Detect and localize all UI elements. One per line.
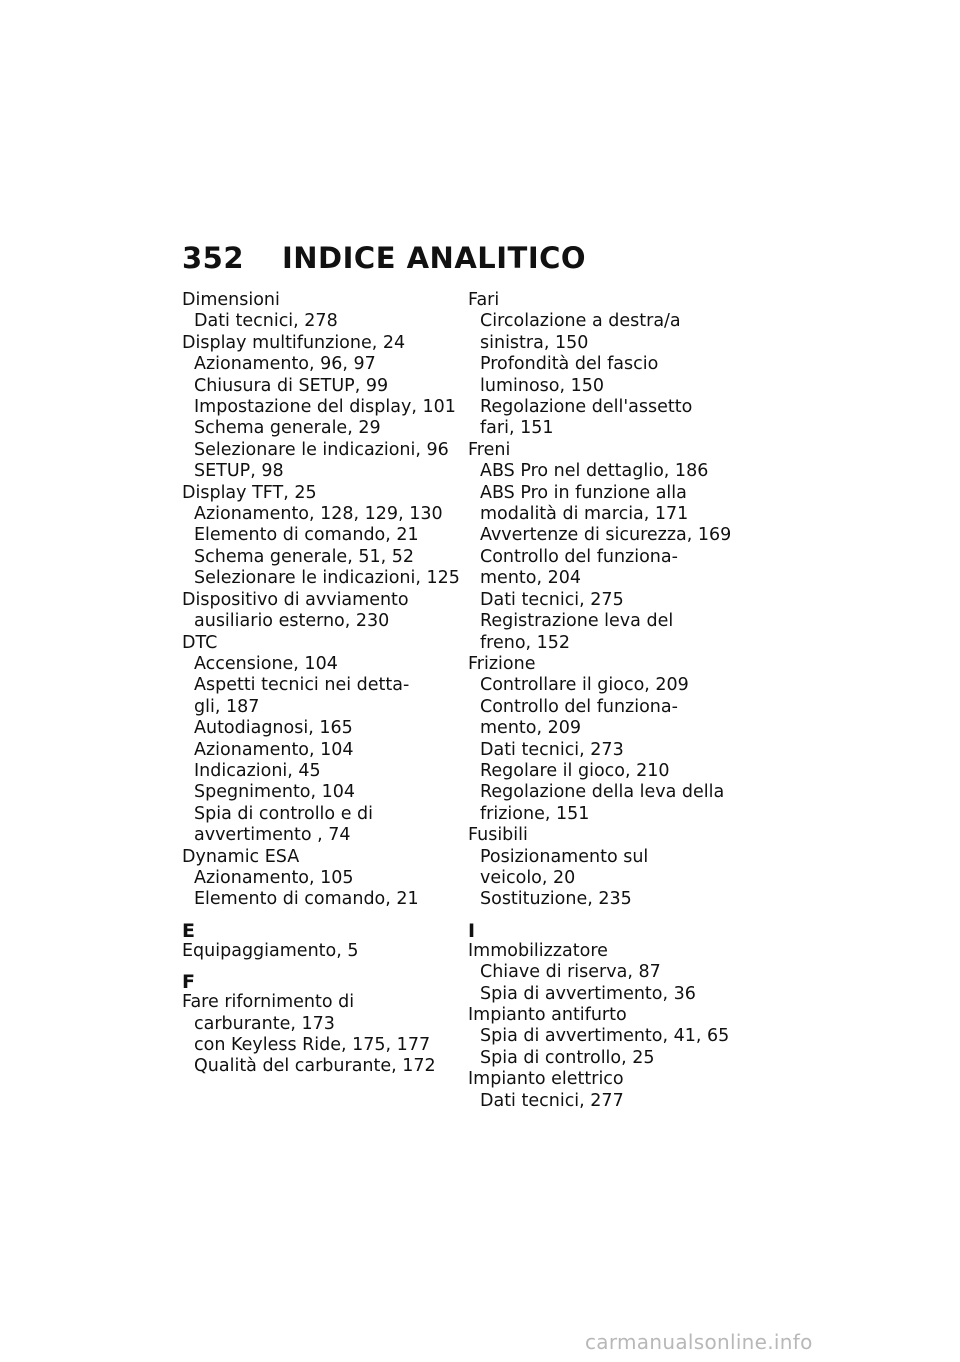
index-subentry: Regolazione della leva della: [480, 782, 725, 803]
index-entry: Freni: [468, 439, 511, 460]
index-subentry: SETUP, 98: [194, 461, 284, 482]
index-entry-continuation: carburante, 173: [194, 1013, 335, 1034]
index-subentry: Azionamento, 128, 129, 130: [194, 504, 443, 525]
section-letter: F: [182, 971, 195, 994]
index-subentry: Dati tecnici, 278: [194, 311, 338, 332]
index-subentry: ABS Pro nel dettaglio, 186: [480, 461, 709, 482]
index-subentry: fari, 151: [480, 418, 554, 439]
index-subentry: Avvertenze di sicurezza, 169: [480, 525, 732, 546]
index-subentry: Indicazioni, 45: [194, 760, 321, 781]
index-subentry: Spia di controllo, 25: [480, 1047, 655, 1068]
index-subentry: freno, 152: [480, 632, 571, 653]
index-subentry: Sostituzione, 235: [480, 889, 632, 910]
section-letter: E: [182, 919, 195, 942]
index-subentry: Registrazione leva del: [480, 611, 674, 632]
index-entry: Equipaggiamento, 5: [182, 940, 359, 961]
index-subentry: ABS Pro in funzione alla: [480, 482, 687, 503]
index-subentry: Regolare il gioco, 210: [480, 760, 670, 781]
index-entry: Fari: [468, 290, 500, 310]
index-subentry: Impostazione del display, 101: [194, 397, 456, 418]
index-subentry: avvertimento , 74: [194, 825, 351, 846]
index-subentry: modalità di marcia, 171: [480, 504, 689, 525]
index-subentry: Controllo del funziona-: [480, 546, 678, 567]
index-subentry: Dati tecnici, 275: [480, 589, 624, 610]
index-subentry: Profondità del fascio: [480, 354, 659, 375]
index-subentry: Spia di avvertimento, 36: [480, 983, 696, 1004]
index-subentry: Spia di avvertimento, 41, 65: [480, 1026, 730, 1047]
index-subentry: veicolo, 20: [480, 867, 576, 888]
index-entry: Dimensioni: [182, 290, 280, 310]
index-subentry: Schema generale, 51, 52: [194, 546, 414, 567]
page-title: INDICE ANALITICO: [282, 241, 587, 275]
index-subentry: Elemento di comando, 21: [194, 525, 419, 546]
index-subentry: Dati tecnici, 277: [480, 1090, 624, 1111]
index-entry-continuation: ausiliario esterno, 230: [194, 611, 390, 632]
index-subentry: mento, 209: [480, 718, 582, 739]
index-subentry: mento, 204: [480, 568, 582, 589]
index-subentry: Elemento di comando, 21: [194, 889, 419, 910]
index-subentry: Schema generale, 29: [194, 418, 381, 439]
index-entry: Fusibili: [468, 825, 528, 846]
index-subentry: Azionamento, 105: [194, 867, 354, 888]
index-subentry: Qualità del carburante, 172: [194, 1056, 436, 1077]
index-subentry: Regolazione dell'assetto: [480, 397, 693, 418]
index-entry: Display multifunzione, 24: [182, 332, 406, 353]
index-subentry: Spia di controllo e di: [194, 803, 373, 824]
index-entry: Dynamic ESA: [182, 846, 300, 867]
index-subentry: Controllo del funziona-: [480, 696, 678, 717]
index-subentry: gli, 187: [194, 696, 260, 717]
index-subentry: Spegnimento, 104: [194, 782, 356, 803]
index-subentry: Selezionare le indicazioni, 125: [194, 568, 460, 589]
index-entry: Display TFT, 25: [182, 482, 317, 503]
index-subentry: luminoso, 150: [480, 375, 605, 396]
index-subentry: Autodiagnosi, 165: [194, 718, 353, 739]
index-subentry: Aspetti tecnici nei detta-: [194, 675, 410, 696]
section-letter: I: [468, 919, 476, 942]
index-subentry: Chiusura di SETUP, 99: [194, 375, 389, 396]
index-entry: Impianto antifurto: [468, 1005, 627, 1025]
index-entry: Frizione: [468, 653, 536, 674]
index-subentry: frizione, 151: [480, 803, 590, 824]
index-subentry: Azionamento, 96, 97: [194, 354, 376, 375]
index-entry: Immobilizzatore: [468, 940, 608, 961]
index-subentry: Accensione, 104: [194, 653, 338, 674]
index-column-left: [182, 290, 467, 1078]
index-subentry: Chiave di riserva, 87: [480, 962, 661, 983]
index-column-right: [468, 290, 753, 1112]
index-subentry: con Keyless Ride, 175, 177: [194, 1035, 431, 1055]
index-subentry: Circolazione a destra/a: [480, 311, 681, 332]
index-subentry: Selezionare le indicazioni, 96: [194, 439, 449, 460]
watermark: carmanualsonline.info: [585, 1330, 813, 1354]
index-subentry: sinistra, 150: [480, 332, 589, 353]
index-subentry: Dati tecnici, 273: [480, 739, 624, 760]
index-entry: Fare rifornimento di: [182, 992, 355, 1013]
page-number: 352: [182, 241, 245, 275]
index-entry: Dispositivo di avviamento: [182, 589, 409, 610]
index-entry: DTC: [182, 632, 218, 653]
index-subentry: Azionamento, 104: [194, 739, 354, 760]
index-subentry: Controllare il gioco, 209: [480, 675, 689, 696]
index-subentry: Posizionamento sul: [480, 846, 649, 867]
index-entry: Impianto elettrico: [468, 1069, 624, 1090]
